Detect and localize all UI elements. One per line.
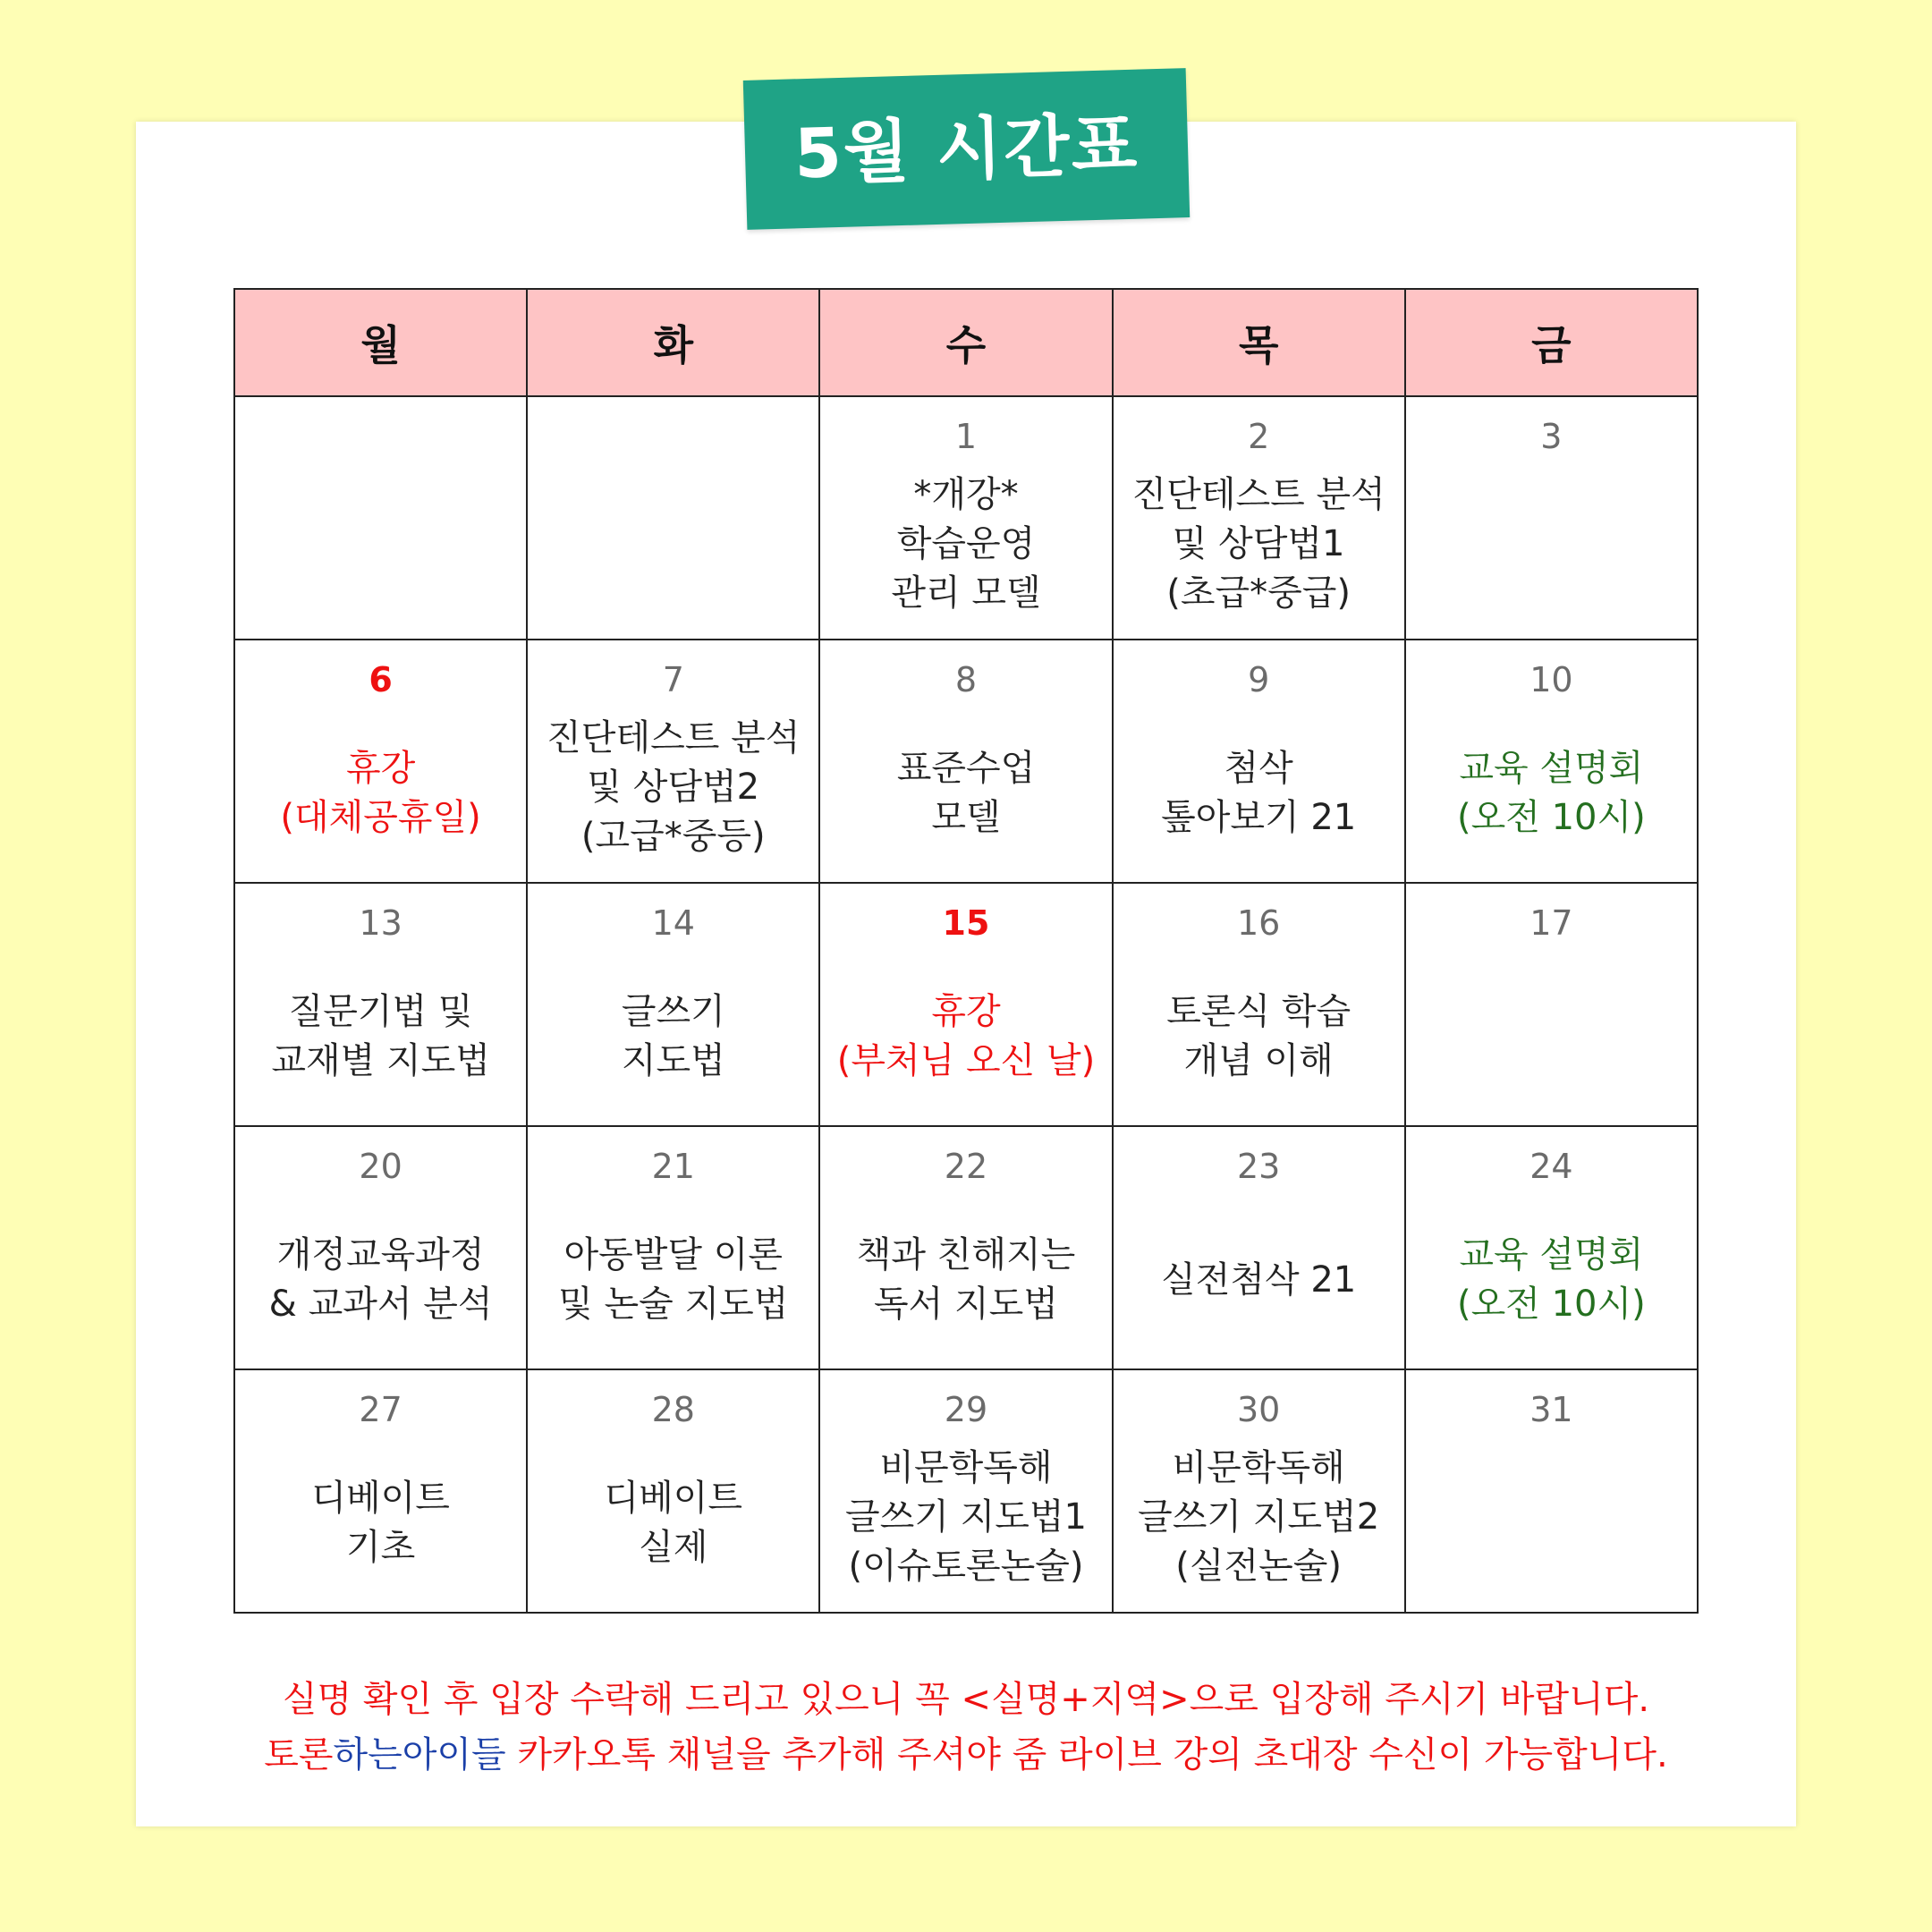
day-number: 1: [954, 417, 978, 456]
class-description-line: 모델: [931, 797, 1001, 838]
class-description: [528, 1442, 818, 1605]
day-number: 30: [1236, 1390, 1281, 1429]
class-description-line: (실전논술): [1175, 1546, 1343, 1587]
class-description-line: 학습운영: [896, 523, 1036, 564]
class-description: [820, 1199, 1111, 1361]
class-description: [1114, 712, 1404, 875]
class-description-line: 독서 지도법: [874, 1284, 1058, 1325]
class-description-line: (대체공휴일): [280, 797, 481, 838]
day-cell: [1113, 1369, 1405, 1613]
class-description: [1406, 1199, 1697, 1361]
class-description-line: 첨삭: [1224, 748, 1293, 789]
notice-brand-part-1: 토론: [264, 1734, 334, 1775]
week-row: [234, 1369, 1698, 1613]
class-description-line: (고급*중등): [580, 816, 766, 857]
class-description-line: 교육 설명회: [1459, 1234, 1644, 1275]
class-description-line: 디베이트: [311, 1478, 450, 1519]
day-number: 27: [359, 1390, 402, 1429]
class-description-line: 비문학독해: [879, 1447, 1053, 1488]
day-cell: [234, 396, 527, 640]
class-description-line: 토론식 학습: [1166, 991, 1352, 1032]
class-description-line: 진단테스트 분석: [547, 717, 801, 758]
day-number: 31: [1530, 1390, 1573, 1429]
day-cell: [1405, 1369, 1698, 1613]
class-description-line: 실전첨삭 21: [1161, 1258, 1357, 1301]
day-number: 10: [1530, 660, 1573, 699]
day-number: 15: [942, 903, 990, 943]
class-description-line: 표준수업: [896, 748, 1036, 789]
class-description-line: 톺아보기 21: [1161, 797, 1357, 838]
class-description: [1114, 470, 1404, 631]
day-cell: [1405, 883, 1698, 1126]
class-description-line: 글쓰기 지도법1: [844, 1496, 1087, 1538]
week-row: [234, 883, 1698, 1126]
class-description-line: 글쓰기 지도법2: [1138, 1496, 1380, 1538]
weekday-header-mon: 월: [234, 289, 527, 396]
class-description: [820, 1444, 1111, 1605]
day-cell: [527, 640, 819, 883]
class-description-line: 관리 모델: [891, 572, 1041, 614]
day-cell: [527, 883, 819, 1126]
class-description-line: 개념 이해: [1183, 1040, 1334, 1081]
day-number: 22: [944, 1147, 988, 1186]
class-description: [528, 1199, 818, 1361]
day-number: 8: [954, 660, 978, 699]
class-description: [1114, 1199, 1404, 1361]
day-cell: [1405, 1126, 1698, 1369]
day-cell: [234, 640, 527, 883]
page-title: 5월 시간표: [792, 104, 1140, 194]
class-description: [235, 1199, 526, 1361]
day-number: 29: [944, 1390, 988, 1429]
day-cell: [527, 396, 819, 640]
day-number: 6: [369, 660, 393, 699]
day-cell: [1405, 396, 1698, 640]
week-row: [234, 396, 1698, 640]
weekday-header-fri: 금: [1405, 289, 1698, 396]
class-description-line: 지도법: [621, 1040, 725, 1081]
day-cell: [819, 1369, 1112, 1613]
class-description-line: 디베이트: [604, 1478, 743, 1519]
class-description: [1114, 1444, 1404, 1605]
day-number: 17: [1530, 903, 1573, 943]
day-number: 21: [651, 1147, 695, 1186]
class-description-line: 진단테스트 분석: [1131, 474, 1385, 515]
weekday-header-row: [234, 289, 1698, 396]
title-banner: [743, 68, 1190, 230]
class-description-line: 아동발달 이론: [564, 1234, 784, 1275]
class-description: [1114, 955, 1404, 1118]
class-description-line: (오전 10시): [1457, 797, 1646, 838]
class-description-line: (이슈토론논술): [848, 1546, 1084, 1587]
class-description-line: 기초: [345, 1527, 416, 1568]
class-description-line: 실제: [639, 1527, 708, 1568]
class-description-line: 글쓰기: [621, 991, 725, 1032]
notice-line-2: [136, 1726, 1796, 1777]
day-number: 14: [651, 903, 695, 943]
class-description: [528, 714, 818, 875]
class-description-line: 비문학독해: [1172, 1447, 1345, 1488]
week-row: [234, 1126, 1698, 1369]
notice-line-2-text: 카카오톡 채널을 추가해 주셔야 줌 라이브 강의 초대장 수신이 가능합니다.: [505, 1734, 1668, 1775]
weekday-header-tue: 화: [527, 289, 819, 396]
class-description-line: 및 상담법1: [1172, 523, 1345, 564]
class-description-line: 개정교육과정: [276, 1234, 485, 1275]
class-description-line: 교재별 지도법: [271, 1040, 490, 1081]
class-description-line: 휴강: [345, 748, 416, 789]
day-number: 23: [1236, 1147, 1281, 1186]
class-description: [820, 712, 1111, 875]
day-cell: [1113, 640, 1405, 883]
day-cell: [527, 1126, 819, 1369]
day-cell: [819, 883, 1112, 1126]
class-description: [528, 955, 818, 1118]
day-cell: [819, 1126, 1112, 1369]
day-cell: [1113, 1126, 1405, 1369]
notice-brand-part-2: 하는아이들: [333, 1734, 506, 1775]
class-description: [235, 712, 526, 875]
day-number: 24: [1530, 1147, 1573, 1186]
day-number: 9: [1248, 660, 1270, 699]
class-description-line: (부처님 오신 날): [836, 1040, 1096, 1081]
weekday-header-wed: 수: [819, 289, 1112, 396]
class-description-line: 질문기법 및: [288, 991, 473, 1032]
week-row: [234, 640, 1698, 883]
weekday-header-thu: 목: [1113, 289, 1405, 396]
day-number: 2: [1248, 417, 1270, 456]
day-cell: [1113, 883, 1405, 1126]
day-number: 20: [359, 1147, 402, 1186]
day-cell: [234, 1126, 527, 1369]
day-number: 7: [662, 660, 684, 699]
class-description-line: 및 논술 지도법: [558, 1284, 789, 1325]
class-description: [235, 955, 526, 1118]
schedule-table: [233, 288, 1699, 1614]
class-description-line: 휴강: [931, 991, 1001, 1032]
notice-line-1: 실명 확인 후 입장 수락해 드리고 있으니 꼭 <실명+지역>으로 입장해 주시기 바랍니다.: [282, 1679, 1650, 1720]
class-description-line: 및 상담법2: [587, 767, 760, 808]
day-cell: [527, 1369, 819, 1613]
day-cell: [1405, 640, 1698, 883]
day-number: 3: [1540, 417, 1563, 456]
class-description: [820, 470, 1111, 631]
class-description-line: *개강*: [913, 474, 1019, 515]
class-description-line: & 교과서 분석: [268, 1284, 493, 1325]
day-cell: [234, 883, 527, 1126]
class-description-line: (초급*중급): [1166, 572, 1352, 614]
day-cell: [1113, 396, 1405, 640]
class-description-line: 교육 설명회: [1459, 748, 1644, 789]
class-description: [1406, 712, 1697, 875]
day-cell: [234, 1369, 527, 1613]
class-description-line: 책과 친해지는: [856, 1234, 1076, 1275]
class-description: [235, 1442, 526, 1605]
class-description: [820, 955, 1111, 1118]
class-description-line: (오전 10시): [1457, 1284, 1646, 1325]
day-number: 28: [651, 1390, 695, 1429]
day-cell: [819, 396, 1112, 640]
day-cell: [819, 640, 1112, 883]
day-number: 16: [1236, 903, 1281, 943]
day-number: 13: [359, 903, 402, 943]
